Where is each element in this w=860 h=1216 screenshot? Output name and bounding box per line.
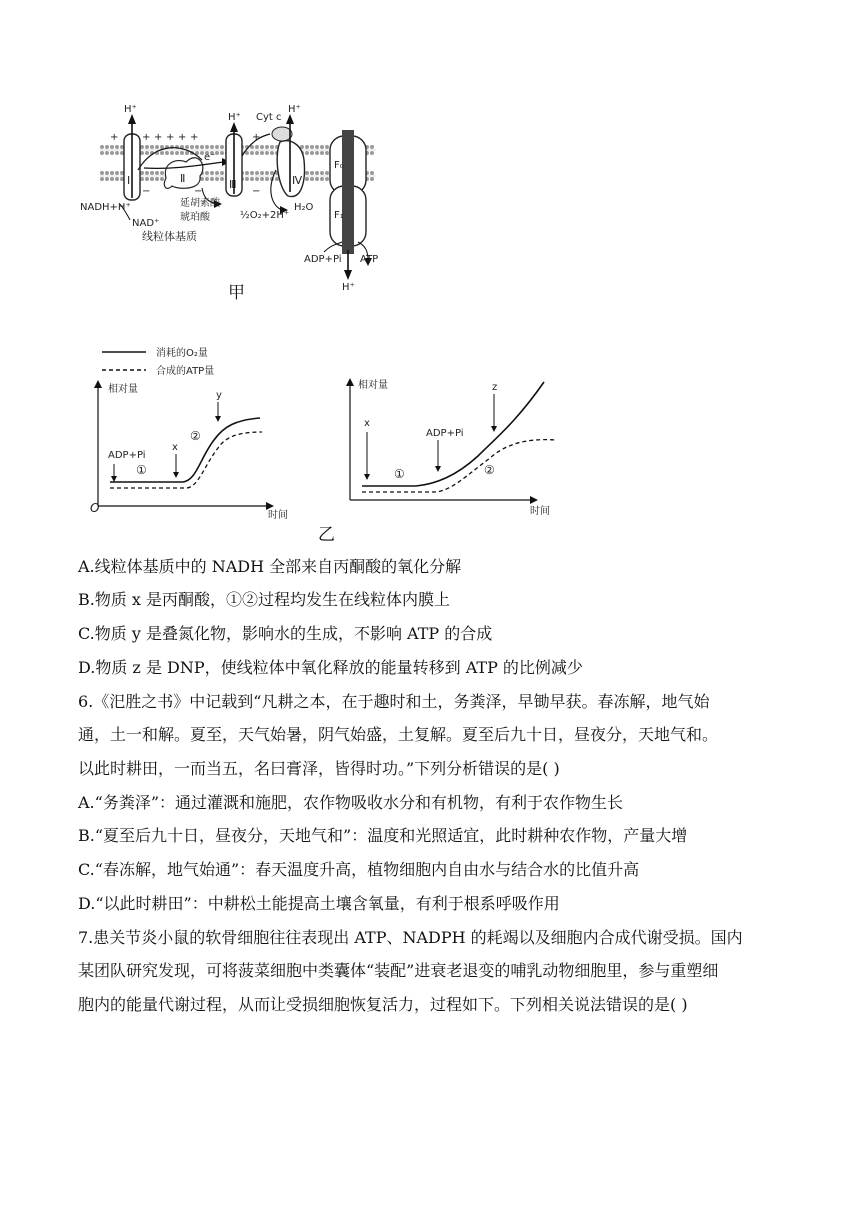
- lipid-head: [115, 151, 119, 155]
- legend-atp: 合成的ATP量: [156, 366, 215, 377]
- text-line: B.“夏至后九十日，昼夜分，天地气和”：温度和光照适宜，此时耕种农作物，产量大增: [78, 826, 688, 845]
- legend: [102, 346, 214, 377]
- lipid-head: [320, 151, 324, 155]
- lipid-head: [370, 177, 374, 181]
- water-label: H₂O: [294, 202, 314, 213]
- lipid-head: [185, 151, 189, 155]
- lipid-head: [150, 145, 154, 149]
- lipid-head: [220, 171, 224, 175]
- lipid-head: [105, 171, 109, 175]
- lipid-head: [105, 177, 109, 181]
- lipid-head: [110, 151, 114, 155]
- lipid-head: [245, 171, 249, 175]
- lipid-head: [260, 145, 264, 149]
- lipid-head: [305, 151, 309, 155]
- lipid-head: [215, 145, 219, 149]
- lipid-head: [270, 145, 274, 149]
- legend-o2: 消耗的O₂量: [156, 348, 208, 359]
- left-x-label: x: [172, 442, 178, 453]
- complex-4-label: Ⅳ: [292, 174, 303, 187]
- lipid-head: [255, 171, 259, 175]
- lipid-head: [210, 177, 214, 181]
- lipid-head: [260, 151, 264, 155]
- lipid-head: [100, 151, 104, 155]
- text-line: C.物质 y 是叠氮化物，影响水的生成，不影响 ATP 的合成: [78, 624, 493, 643]
- text-line: 胞内的能量代谢过程，从而让受损细胞恢复活力，过程如下。下列相关说法错误的是( ): [78, 995, 688, 1014]
- oxygen-label: ½O₂+2H⁺: [240, 210, 290, 221]
- lipid-head: [150, 177, 154, 181]
- svg-text:+: +: [252, 132, 261, 143]
- electron-label: e⁻: [204, 152, 216, 163]
- lipid-head: [205, 177, 209, 181]
- lipid-head: [100, 177, 104, 181]
- text-line: 某团队研究发现，可将菠菜细胞中类囊体“装配”进衰老退变的哺乳动物细胞里，参与重塑细: [78, 961, 719, 980]
- lipid-head: [305, 171, 309, 175]
- text-line: 7.患关节炎小鼠的软骨细胞往往表现出 ATP、NADPH 的耗竭以及细胞内合成代谢受损。国内: [78, 928, 743, 947]
- lipid-head: [310, 177, 314, 181]
- lipid-head: [100, 145, 104, 149]
- lipid-head: [190, 145, 194, 149]
- left-y-label: y: [216, 390, 222, 401]
- left-xlabel: 时间: [268, 510, 288, 521]
- lipid-head: [160, 177, 164, 181]
- lipid-head: [315, 171, 319, 175]
- right-x-label: x: [364, 418, 370, 429]
- left-ylabel: 相对量: [108, 384, 138, 395]
- adp-pi-label: ADP+Pi: [304, 254, 342, 265]
- text-line: B.物质 x 是丙酮酸，①②过程均发生在线粒体内膜上: [78, 590, 451, 609]
- lipid-head: [150, 171, 154, 175]
- text-line: D.“以此时耕田”：中耕松土能提高土壤含氧量，有利于根系呼吸作用: [78, 894, 560, 913]
- lipid-head: [145, 145, 149, 149]
- lipid-head: [265, 177, 269, 181]
- lipid-head: [305, 145, 309, 149]
- h-plus-top-3: H⁺: [288, 104, 301, 115]
- left-plot: [90, 380, 288, 521]
- figure-yi-plots: [86, 340, 576, 522]
- lipid-head: [310, 171, 314, 175]
- f1-label: F₁: [334, 210, 344, 221]
- lipid-head: [215, 177, 219, 181]
- lipid-head: [250, 177, 254, 181]
- lipid-head: [220, 151, 224, 155]
- lipid-head: [315, 145, 319, 149]
- complex-3-label: Ⅲ: [229, 178, 237, 191]
- lipid-head: [315, 151, 319, 155]
- text-line: 6.《汜胜之书》中记载到“凡耕之本，在于趣时和土，务粪泽，早锄早获。春冻解，地气始: [78, 692, 710, 711]
- lipid-head: [160, 171, 164, 175]
- svg-text:+: +: [190, 132, 199, 143]
- figure-jia-membrane-diagram: [76, 100, 396, 292]
- text-line: 通，土一和解。夏至，天气始暑，阴气始盛，土复解。夏至后九十日，昼夜分，天地气和。: [78, 725, 719, 744]
- right-phase-1: ①: [394, 467, 405, 481]
- svg-text:+: +: [166, 132, 175, 143]
- cytc-label: Cyt c: [256, 112, 282, 123]
- lipid-head: [325, 171, 329, 175]
- lipid-head: [185, 145, 189, 149]
- lipid-head: [165, 151, 169, 155]
- lipid-head: [215, 171, 219, 175]
- lipid-head: [325, 151, 329, 155]
- svg-text:+: +: [154, 132, 163, 143]
- atp-synthase: [330, 130, 366, 254]
- lipid-head: [115, 171, 119, 175]
- right-ylabel: 相对量: [358, 380, 388, 391]
- lipid-head: [100, 171, 104, 175]
- lipid-head: [370, 151, 374, 155]
- right-adp-label: ADP+Pi: [426, 428, 464, 439]
- text-line: A.“务粪泽”：通过灌溉和施肥，农作物吸收水分和有机物，有利于农作物生长: [78, 793, 624, 812]
- lipid-head: [325, 145, 329, 149]
- complex-2-label: Ⅱ: [180, 172, 186, 185]
- lipid-head: [210, 145, 214, 149]
- lipid-head: [315, 177, 319, 181]
- lipid-head: [265, 151, 269, 155]
- lipid-head: [110, 171, 114, 175]
- lipid-head: [195, 145, 199, 149]
- h-plus-top-2: H⁺: [228, 112, 241, 123]
- matrix-label: 线粒体基质: [142, 230, 197, 243]
- figure-yi-caption: 乙: [318, 525, 335, 545]
- lipid-head: [265, 145, 269, 149]
- origin-label: O: [90, 501, 100, 515]
- lipid-head: [105, 151, 109, 155]
- lipid-head: [320, 171, 324, 175]
- lipid-head: [145, 177, 149, 181]
- svg-text:−: −: [252, 186, 261, 197]
- lipid-head: [115, 145, 119, 149]
- lipid-head: [220, 145, 224, 149]
- lipid-head: [305, 177, 309, 181]
- lipid-head: [205, 171, 209, 175]
- lipid-head: [270, 171, 274, 175]
- right-phase-2: ②: [484, 463, 495, 477]
- lipid-head: [250, 151, 254, 155]
- lipid-head: [205, 145, 209, 149]
- lipid-head: [260, 177, 264, 181]
- lipid-head: [210, 171, 214, 175]
- complex-1-label: Ⅰ: [127, 174, 131, 187]
- lipid-head: [170, 145, 174, 149]
- lipid-head: [270, 151, 274, 155]
- lipid-head: [200, 145, 204, 149]
- lipid-head: [245, 177, 249, 181]
- complex-4: [277, 141, 304, 197]
- svg-text:−: −: [142, 186, 151, 197]
- svg-text:−: −: [194, 186, 203, 197]
- text-line: D.物质 z 是 DNP，使线粒体中氧化释放的能量转移到 ATP 的比例减少: [78, 658, 583, 677]
- lipid-head: [145, 171, 149, 175]
- lipid-head: [325, 177, 329, 181]
- lipid-head: [220, 177, 224, 181]
- right-plot: [346, 378, 556, 517]
- nadh-label: NADH+H⁺: [80, 202, 131, 213]
- lipid-head: [320, 145, 324, 149]
- text-line: C.“春冻解，地气始通”：春天温度升高，植物细胞内自由水与结合水的比值升高: [78, 860, 640, 879]
- f0-label: F₀: [334, 160, 344, 171]
- left-phase-1: ①: [136, 463, 147, 477]
- lipid-head: [255, 151, 259, 155]
- lipid-head: [255, 145, 259, 149]
- lipid-head: [260, 171, 264, 175]
- text-line: A.线粒体基质中的 NADH 全部来自丙酮酸的氧化分解: [78, 557, 462, 576]
- lipid-head: [250, 171, 254, 175]
- lipid-head: [320, 177, 324, 181]
- lipid-head: [310, 145, 314, 149]
- lipid-head: [255, 177, 259, 181]
- lipid-head: [175, 151, 179, 155]
- complex-2: [164, 158, 202, 189]
- figure-jia-caption: 甲: [228, 283, 245, 303]
- lipid-head: [370, 171, 374, 175]
- lipid-head: [180, 151, 184, 155]
- lipid-head: [265, 171, 269, 175]
- h-plus-bottom: H⁺: [342, 282, 355, 292]
- left-adp-label: ADP+Pi: [108, 450, 146, 461]
- left-phase-2: ②: [190, 429, 201, 443]
- succinate-label: 琥珀酸: [180, 212, 210, 223]
- lipid-head: [105, 145, 109, 149]
- lipid-head: [145, 151, 149, 155]
- h-plus-top-1: H⁺: [124, 104, 137, 115]
- lipid-head: [215, 151, 219, 155]
- lipid-head: [155, 171, 159, 175]
- svg-text:+: +: [110, 132, 119, 143]
- lipid-head: [155, 177, 159, 181]
- lipid-head: [370, 145, 374, 149]
- svg-text:+: +: [178, 132, 187, 143]
- lipid-head: [110, 145, 114, 149]
- lipid-head: [115, 177, 119, 181]
- lipid-head: [160, 151, 164, 155]
- lipid-head: [110, 177, 114, 181]
- nad-label: NAD⁺: [132, 218, 160, 229]
- right-xlabel: 时间: [530, 506, 550, 517]
- svg-text:+: +: [142, 132, 151, 143]
- text-line: 以此时耕田，一而当五，名曰膏泽，皆得时功。”下列分析错误的是( ): [78, 759, 560, 778]
- right-z-label: z: [492, 382, 498, 393]
- lipid-head: [170, 151, 174, 155]
- atp-label: ATP: [360, 254, 379, 265]
- lipid-head: [310, 151, 314, 155]
- lipid-head: [155, 145, 159, 149]
- fumarate-label: 延胡索酸: [180, 198, 220, 209]
